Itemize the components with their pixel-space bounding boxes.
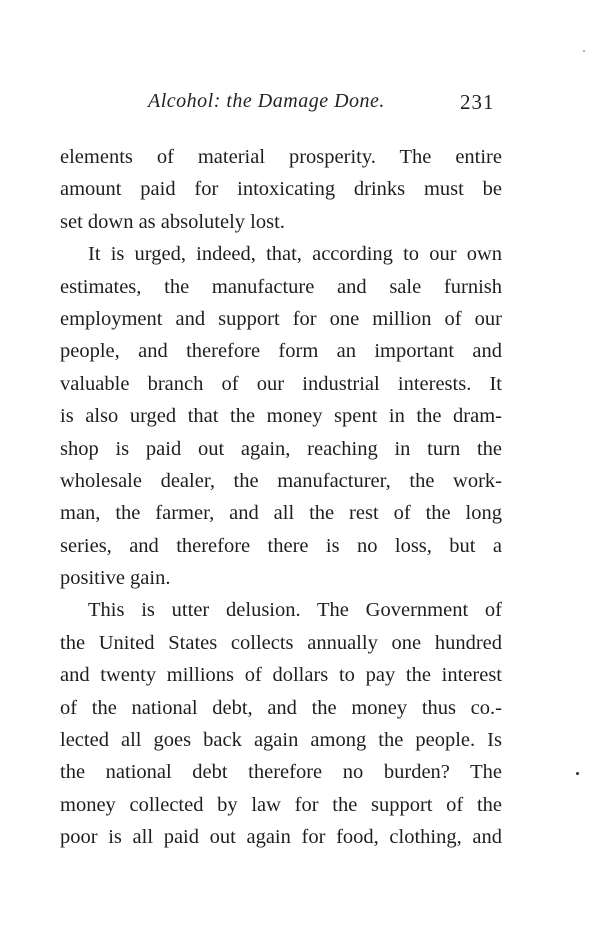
text-line: It is urged, indeed, that, according to our own — [88, 243, 502, 266]
text-line: wholesale dealer, the manufacturer, the work- — [60, 469, 502, 492]
running-title: Alcohol: the Damage Done. — [148, 90, 385, 112]
page-number: 231 — [460, 90, 495, 114]
text-line: set down as absolutely lost. — [60, 210, 285, 233]
text-line: lected all goes back again among the people. Is — [60, 729, 502, 752]
text-line: the United States collects annually one hundred — [60, 631, 502, 654]
ink-speck — [576, 772, 579, 775]
text-line: valuable branch of our industrial interests. It — [60, 372, 502, 395]
text-line: man, the farmer, and all the rest of the long — [60, 502, 502, 525]
ink-speck — [583, 50, 585, 52]
text-line: and twenty millions of dollars to pay the interest — [60, 664, 502, 687]
text-line: shop is paid out again, reaching in turn the — [60, 437, 502, 460]
body-text — [60, 141, 502, 854]
text-line: positive gain. — [60, 567, 171, 590]
text-line: is also urged that the money spent in the dram- — [60, 405, 502, 428]
running-head — [0, 90, 600, 122]
text-line: series, and therefore there is no loss, but a — [60, 534, 502, 557]
text-line: amount paid for intoxicating drinks must be — [60, 178, 502, 201]
text-line: money collected by law for the support of the — [60, 793, 502, 816]
text-line: of the national debt, and the money thus co.- — [60, 696, 502, 719]
text-line: This is utter delusion. The Government of — [88, 599, 502, 622]
text-line: the national debt therefore no burden? The — [60, 761, 502, 784]
text-line: estimates, the manufacture and sale furnish — [60, 275, 502, 298]
text-line: elements of material prosperity. The entire — [60, 146, 502, 168]
text-line: poor is all paid out again for food, clothing, and — [60, 826, 502, 849]
text-line: people, and therefore form an important and — [60, 340, 502, 363]
text-line: employment and support for one million of our — [60, 307, 502, 330]
